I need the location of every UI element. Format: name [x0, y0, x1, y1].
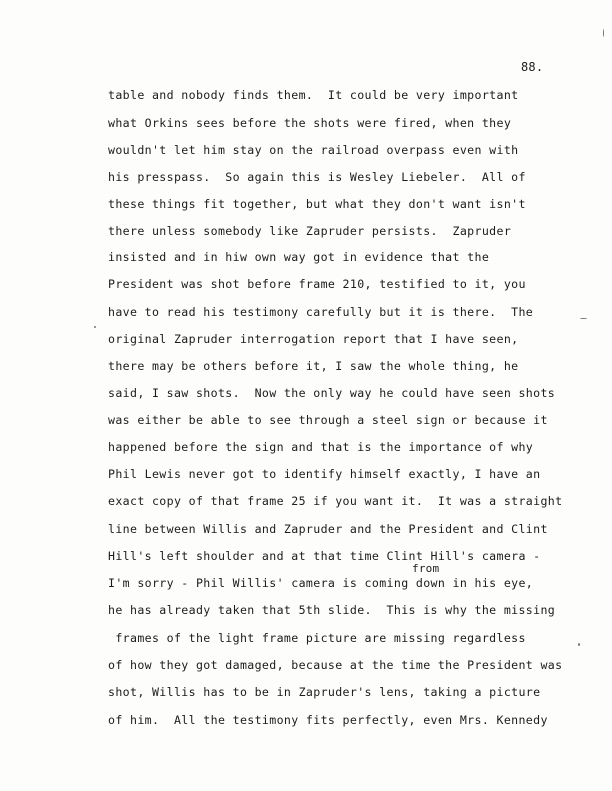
- scan-speck: [580, 318, 587, 319]
- text-line: these things fit together, but what they don't want isn't: [108, 197, 526, 211]
- text-line: was either be able to see through a steel sign or because it: [108, 413, 548, 427]
- text-line: he has already taken that 5th slide. This is why the missing: [108, 603, 556, 617]
- scan-speck: [603, 29, 604, 37]
- text-line: there unless somebody like Zapruder persists. Zapruder: [108, 224, 512, 238]
- text-line: insisted and in hiw own way got in evidence that the: [108, 250, 490, 264]
- text-line: of him. All the testimony fits perfectly, even Mrs. Kennedy: [108, 713, 548, 727]
- scan-speck: [94, 326, 96, 328]
- interlinear-correction: from: [412, 562, 440, 575]
- text-line: what Orkins sees before the shots were fired, when they: [108, 116, 512, 130]
- text-line: Phil Lewis never got to identify himself exactly, I have an: [108, 467, 541, 481]
- text-line: shot, Willis has to be in Zapruder's lens, taking a picture: [108, 685, 541, 699]
- text-line: wouldn't let him stay on the railroad overpass even with: [108, 143, 519, 157]
- text-line: President was shot before frame 210, testified to it, you: [108, 277, 526, 291]
- scan-speck: [578, 643, 580, 646]
- text-line: Hill's left shoulder and at that time Clint Hill's camera -: [108, 549, 541, 563]
- text-line: exact copy of that frame 25 if you want it. It was a straight: [108, 494, 563, 508]
- text-line: have to read his testimony carefully but it is there. The: [108, 305, 534, 319]
- page-number: 88.: [521, 60, 544, 74]
- text-line: I'm sorry - Phil Willis' camera is coming down in his eye,: [108, 576, 534, 590]
- text-line: happened before the sign and that is the importance of why: [108, 440, 534, 454]
- text-line: frames of the light frame picture are missing regardless: [108, 631, 526, 645]
- text-line: his presspass. So again this is Wesley Liebeler. All of: [108, 170, 526, 184]
- text-line: there may be others before it, I saw the whole thing, he: [108, 359, 519, 373]
- text-line: original Zapruder interrogation report that I have seen,: [108, 332, 519, 346]
- text-line: table and nobody finds them. It could be very important: [108, 88, 519, 102]
- text-line: said, I saw shots. Now the only way he could have seen shots: [108, 386, 556, 400]
- text-line: of how they got damaged, because at the time the President was: [108, 658, 563, 672]
- text-line: line between Willis and Zapruder and the President and Clint: [108, 522, 548, 536]
